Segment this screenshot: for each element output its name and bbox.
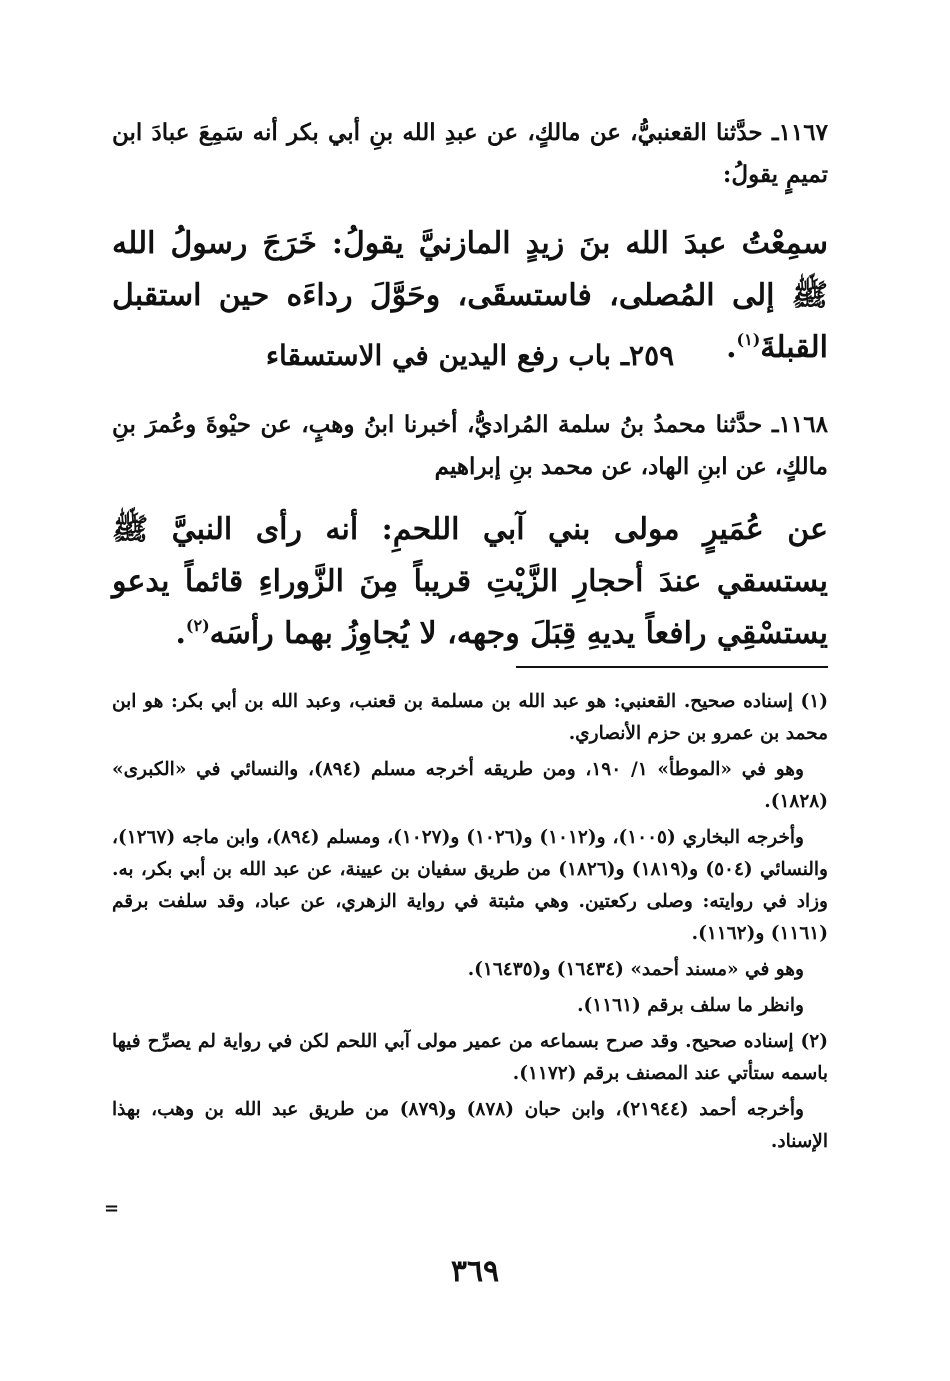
footnote-1-paragraph: وهو في «مسند أحمد» (١٦٤٣٤) و(١٦٤٣٥).	[467, 959, 804, 980]
hadith-1167-matn-text: سمِعْتُ عبدَ الله بنَ زيدٍ المازنيَّ يقولُ: خَرَجَ رسولُ الله ﷺ إلى المُصلى، فاستسقَى، وحَوَّلَ رداءَه حين استقبل القبلةَ	[112, 226, 828, 365]
page-number: ٣٦٩	[450, 1254, 500, 1289]
footnote-2-paragraph: (٢) إسناده صحيح. وقد صرح بسماعه من عمير مولى آبي اللحم لكن في رواية لم يصرِّح فيها باسمه ستأتي عند المصنف برقم (١١٧٢).	[112, 1031, 828, 1084]
footnote-ref-2: (٢)	[185, 616, 210, 635]
footnote-1-paragraph: (١) إسناده صحيح. القعنبي: هو عبد الله بن مسلمة بن قعنب، وعبد الله بن أبي بكر: هو ابن محمد بن عمرو بن حزم الأنصاري.	[112, 691, 828, 744]
hadith-1168-chain	[112, 404, 828, 488]
hadith-1167-chain-text: ١١٦٧ـ حدَّثنا القعنبيُّ، عن مالكٍ، عن عبدِ الله بنِ أبي بكر أنه سَمِعَ عبادَ ابن تميمٍ يقولُ:	[112, 119, 828, 188]
footnote-1-paragraph: وأخرجه البخاري (١٠٠٥)، و(١٠١٢) و(١٠٢٦) و(١٠٢٧)، ومسلم (٨٩٤)، وابن ماجه (١٢٦٧)، والنسائي (٥٠٤) و(١٨١٩) و(١٨٢٦) من طريق سفيان بن عيينة، عن عبد الله بن أبي بكر، به. وزاد في روايته: وصلى ركعتين. وهي مثبتة في رواية الزهري، عن عباد، وقد سلفت برقم (١١٦١) و(١١٦٢).	[112, 827, 828, 944]
hadith-1168-chain-text: ١١٦٨ـ حدَّثنا محمدُ بنُ سلمة المُراديُّ، أخبرنا ابنُ وهبٍ، عن حيْوةَ وعُمرَ بنِ مالكٍ، عن ابنِ الهاد، عن محمد بنِ إبراهيم	[112, 411, 828, 480]
footnotes	[112, 686, 828, 1162]
hadith-1168-end: .	[175, 616, 186, 651]
chapter-heading: ٢٥٩ـ باب رفع اليدين في الاستسقاء	[265, 339, 675, 372]
footnote-1-paragraph: وهو في «الموطأ» ١/ ١٩٠، ومن طريقه أخرجه مسلم (٨٩٤)، والنسائي في «الكبرى» (١٨٢٨).	[112, 759, 828, 812]
hadith-1167-chain	[112, 112, 828, 196]
hadith-1168-matn	[112, 504, 828, 660]
footnote-1-paragraph: وانظر ما سلف برقم (١١٦١).	[577, 995, 804, 1016]
footnote-separator	[516, 666, 828, 668]
hadith-1167-end: .	[726, 330, 737, 365]
hadith-1168-matn-text: عن عُمَيرٍ مولى بني آبي اللحمِ: أنه رأى النبيَّ ﷺ يستسقي عندَ أحجارِ الزَّيْتِ قريباً مِنَ الزَّوراءِ قائماً يدعو يستسْقِي رافعاً يديهِ قِبَلَ وجهه، لا يُجاوِزُ بهما رأسَه	[112, 512, 828, 651]
footnote-ref-1: (١)	[736, 330, 761, 349]
continuation-mark: =	[104, 1198, 120, 1219]
footnote-2-paragraph: وأخرجه أحمد (٢١٩٤٤)، وابن حبان (٨٧٨) و(٨٧٩) من طريق عبد الله بن وهب، بهذا الإسناد.	[112, 1099, 828, 1152]
